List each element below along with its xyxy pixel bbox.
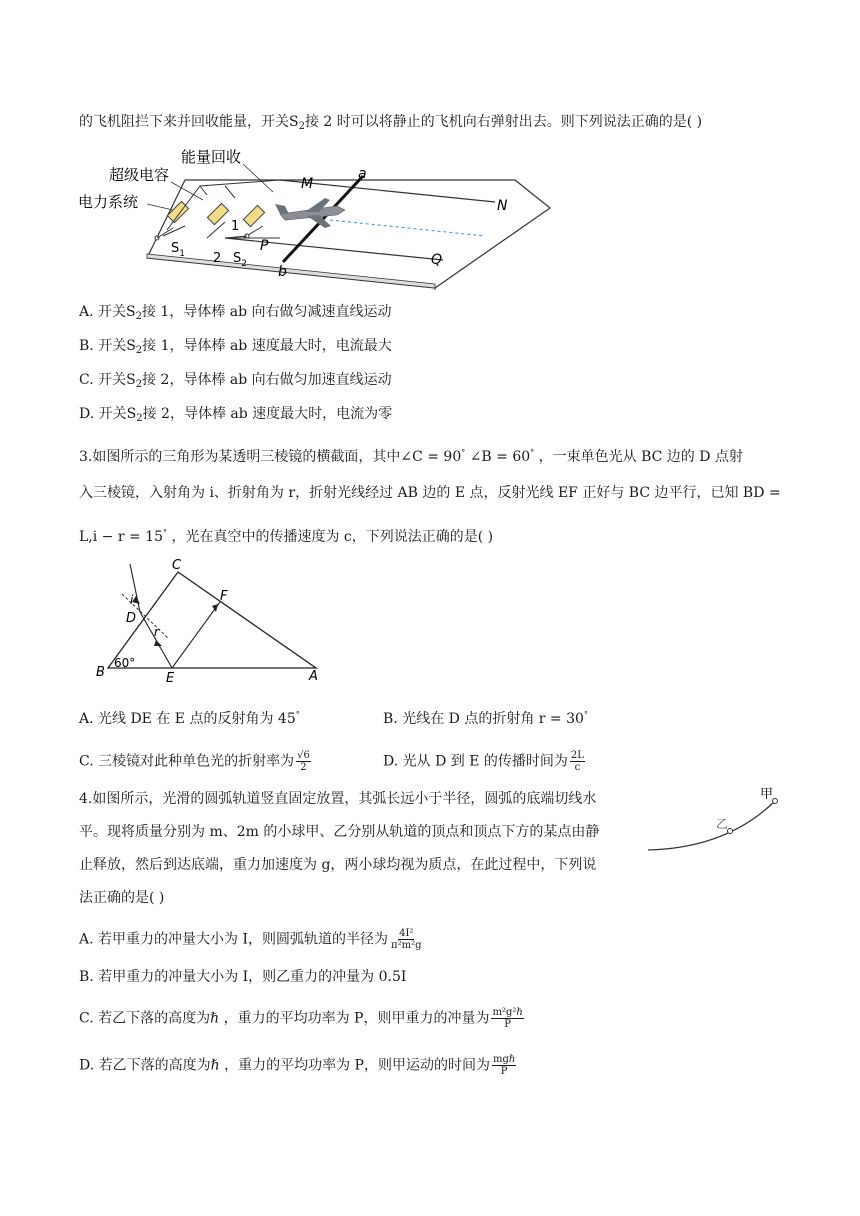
label-E: E <box>166 671 175 686</box>
label-yi: 乙 <box>716 817 729 831</box>
label-b: b <box>278 264 287 280</box>
label-M: M <box>301 176 314 192</box>
q4-option-a: A. 若甲重力的冲量大小为 I，则圆弧轨道的半径为 $\frac{\text{4I²}}{\text{π²m²g}}$ <box>79 928 422 951</box>
label-1: 1 <box>231 219 240 234</box>
q3-option-c: C. 三棱镜对此种单色光的折射率为 $\frac{√6}{2}$ <box>79 750 310 773</box>
label-Q: Q <box>431 252 443 268</box>
q4-option-b: B. 若甲重力的冲量大小为 I，则乙重力的冲量为 0.5I <box>79 969 407 985</box>
label-S2: $S_2$ <box>233 251 247 269</box>
platform-top <box>147 180 550 288</box>
arc-track-figure <box>646 784 786 854</box>
q2-option-b: B. 开关$S_2$接 1，导体棒 ab 速度最大时，电流最大 <box>79 338 392 356</box>
q2-option-d: D. 开关$S_2$接 2，导体棒 ab 速度最大时，电流为零 <box>79 406 393 424</box>
leader-power <box>147 204 173 210</box>
label-B: B <box>96 665 105 680</box>
q3-option-b: B. 光线在 D 点的折射角 r = 30° <box>383 710 588 727</box>
prism-triangle <box>108 572 316 668</box>
q4-option-d: D. 若乙下落的高度为ℏ ，重力的平均功率为 P，则甲运动的时间为 $\frac{\text{mgℏ}}{P}$ <box>79 1054 516 1077</box>
label-D: D <box>126 611 137 626</box>
label-N: N <box>497 198 508 214</box>
label-jia: 甲 <box>760 787 774 802</box>
label-supercapacitor: 超级电容 <box>109 166 170 184</box>
label-2: 2 <box>213 251 222 266</box>
label-a: a <box>358 166 367 182</box>
label-A: A <box>309 669 318 684</box>
intro-sub: 2 <box>298 121 305 132</box>
label-F: F <box>220 589 228 604</box>
label-power-system: 电力系统 <box>78 193 139 211</box>
q2-option-a: A. 开关$S_2$接 1，导体棒 ab 向右做匀减速直线运动 <box>79 304 392 322</box>
prism-figure <box>92 556 332 686</box>
label-r: r <box>154 625 159 639</box>
q4-line-4: 法正确的是( ) <box>79 890 165 906</box>
arrow-DE <box>154 640 162 646</box>
arrow-EF <box>212 604 218 612</box>
q3-line-2: 入三棱镜，入射角为 i、折射角为 r，折射光线经过 AB 边的 E 点，反射光线 EF 正好与 BC 边平行，已知 BD = <box>79 485 781 501</box>
ball-yi <box>728 829 733 834</box>
q4-line-3: 止释放，然后到达底端，重力加速度为 g，两小球均视为质点，在此过程中，下列说 <box>79 857 597 873</box>
intro-text-pre: 的飞机阻拦下来并回收能量，开关S <box>79 114 299 130</box>
label-angle-60: 60° <box>114 656 136 670</box>
arc-track <box>648 802 774 850</box>
label-C: C <box>172 558 182 573</box>
q2-option-c: C. 开关$S_2$接 2，导体棒 ab 向右做匀加速直线运动 <box>79 372 392 390</box>
q4-line-1: 4.如图所示，光滑的圆弧轨道竖直固定放置，其弧长远小于半径，圆弧的底端切线水 <box>79 791 597 807</box>
ball-jia <box>773 799 778 804</box>
q3-option-a: A. 光线 DE 在 E 点的反射角为 45° <box>79 710 300 727</box>
label-energy-recovery: 能量回收 <box>181 148 242 166</box>
q4-line-2: 平。现将质量分别为 m、2m 的小球甲、乙分别从轨道的顶点和顶点下方的某点由静 <box>79 824 600 840</box>
label-S1: $S_1$ <box>171 241 185 259</box>
label-P: P <box>260 238 269 254</box>
intro-line <box>79 112 702 137</box>
ray-EF <box>172 602 220 668</box>
rail-system-figure <box>75 140 555 290</box>
q3-line-3: L,i − r = 15° ，光在真空中的传播速度为 c，下列说法正确的是( ) <box>79 528 494 545</box>
q4-option-c: C. 若乙下落的高度为ℏ ，重力的平均功率为 P，则甲重力的冲量为 $\frac{\text{m²g²ℏ}}{P}$ <box>79 1007 523 1030</box>
label-i: i <box>130 593 134 607</box>
q3-line-1: 3.如图所示的三角形为某透明三棱镜的横截面，其中∠C = 90° ∠B = 60° ，一束单色光从 BC 边的 D 点射 <box>79 448 743 465</box>
intro-text-post: 接 2 时可以将静止的飞机向右弹射出去。则下列说法正确的是( ) <box>304 114 703 130</box>
q3-option-d: D. 光从 D 到 E 的传播时间为 $\frac{2L}{c}$ <box>383 750 584 773</box>
